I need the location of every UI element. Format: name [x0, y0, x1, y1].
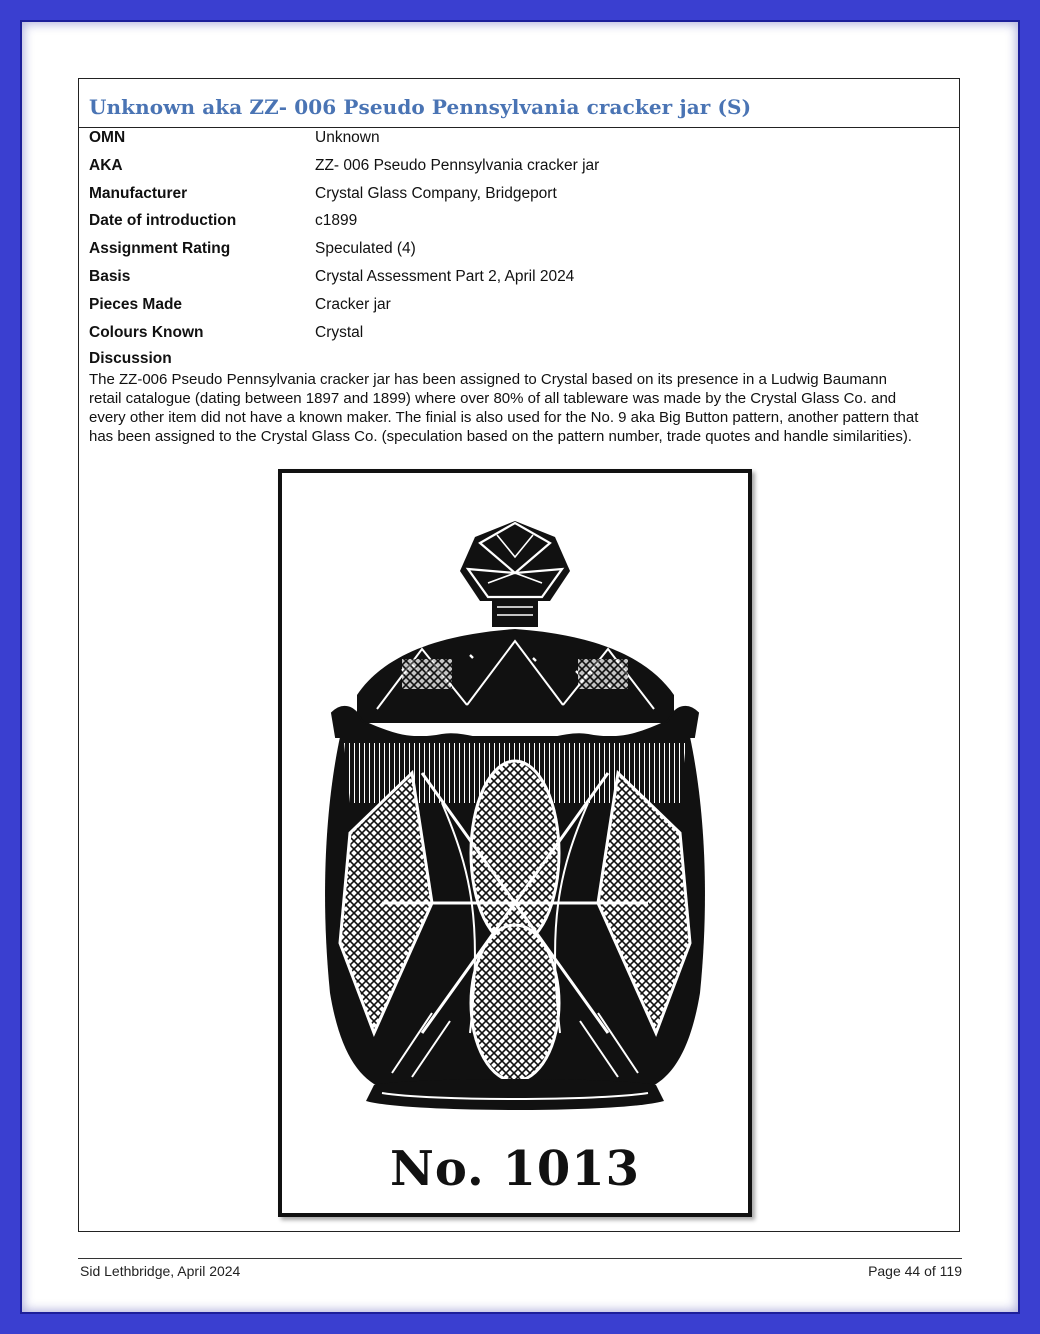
document-page [78, 78, 960, 1232]
jar-lid [357, 629, 674, 723]
properties-table [89, 129, 949, 351]
property-row [89, 129, 949, 157]
property-value: ZZ- 006 Pseudo Pennsylvania cracker jar [315, 156, 600, 174]
finial-knob [460, 521, 570, 627]
property-row [89, 157, 949, 185]
property-row [89, 240, 949, 268]
property-label: Colours Known [89, 323, 204, 341]
page-title: Unknown aka ZZ- 006 Pseudo Pennsylvania cracker jar (S) [89, 95, 752, 119]
property-label: AKA [89, 156, 123, 174]
property-value: Unknown [315, 129, 380, 146]
property-label: OMN [89, 129, 126, 146]
jar-base [366, 1079, 664, 1110]
property-value: Crystal Glass Company, Bridgeport [315, 184, 557, 202]
property-label: Date of introduction [89, 212, 237, 230]
property-value: Speculated (4) [315, 240, 416, 258]
property-row [89, 324, 949, 352]
property-value: Crystal Assessment Part 2, April 2024 [315, 267, 575, 285]
property-label: Manufacturer [89, 184, 188, 202]
property-value: c1899 [315, 212, 358, 230]
footer-author: Sid Lethbridge, April 2024 [80, 1263, 241, 1279]
property-label: Pieces Made [89, 295, 183, 313]
footer-page-number: Page 44 of 119 [868, 1263, 962, 1279]
cracker-jar-drawing [282, 473, 748, 1213]
footer-divider [78, 1258, 962, 1259]
property-value: Crystal [315, 323, 364, 341]
property-row [89, 185, 949, 213]
title-divider [79, 127, 959, 128]
cracker-jar-illustration [278, 469, 752, 1217]
property-label: Basis [89, 267, 131, 285]
discussion-heading: Discussion [89, 350, 172, 367]
property-row [89, 296, 949, 324]
property-row [89, 268, 949, 296]
illustration-caption: No. 1013 [389, 1141, 641, 1197]
jar-body [325, 737, 705, 1091]
property-row [89, 212, 949, 240]
property-value: Cracker jar [315, 295, 391, 313]
discussion-text: The ZZ-006 Pseudo Pennsylvania cracker jar has been assigned to Crystal based on its presence in a Ludwig Baumann retail catalogue (dating between 1897 and 1899) where over 80% of all tableware was made by the Crystal Glass Co. and every other item did not have a known maker. The finial is also used for the No. 9 aka Big Button pattern, another pattern that has been assigned to the Crystal Glass Co. (speculation based on the pattern number, trade quotes and handle similarities). [89, 371, 919, 445]
property-label: Assignment Rating [89, 240, 231, 258]
